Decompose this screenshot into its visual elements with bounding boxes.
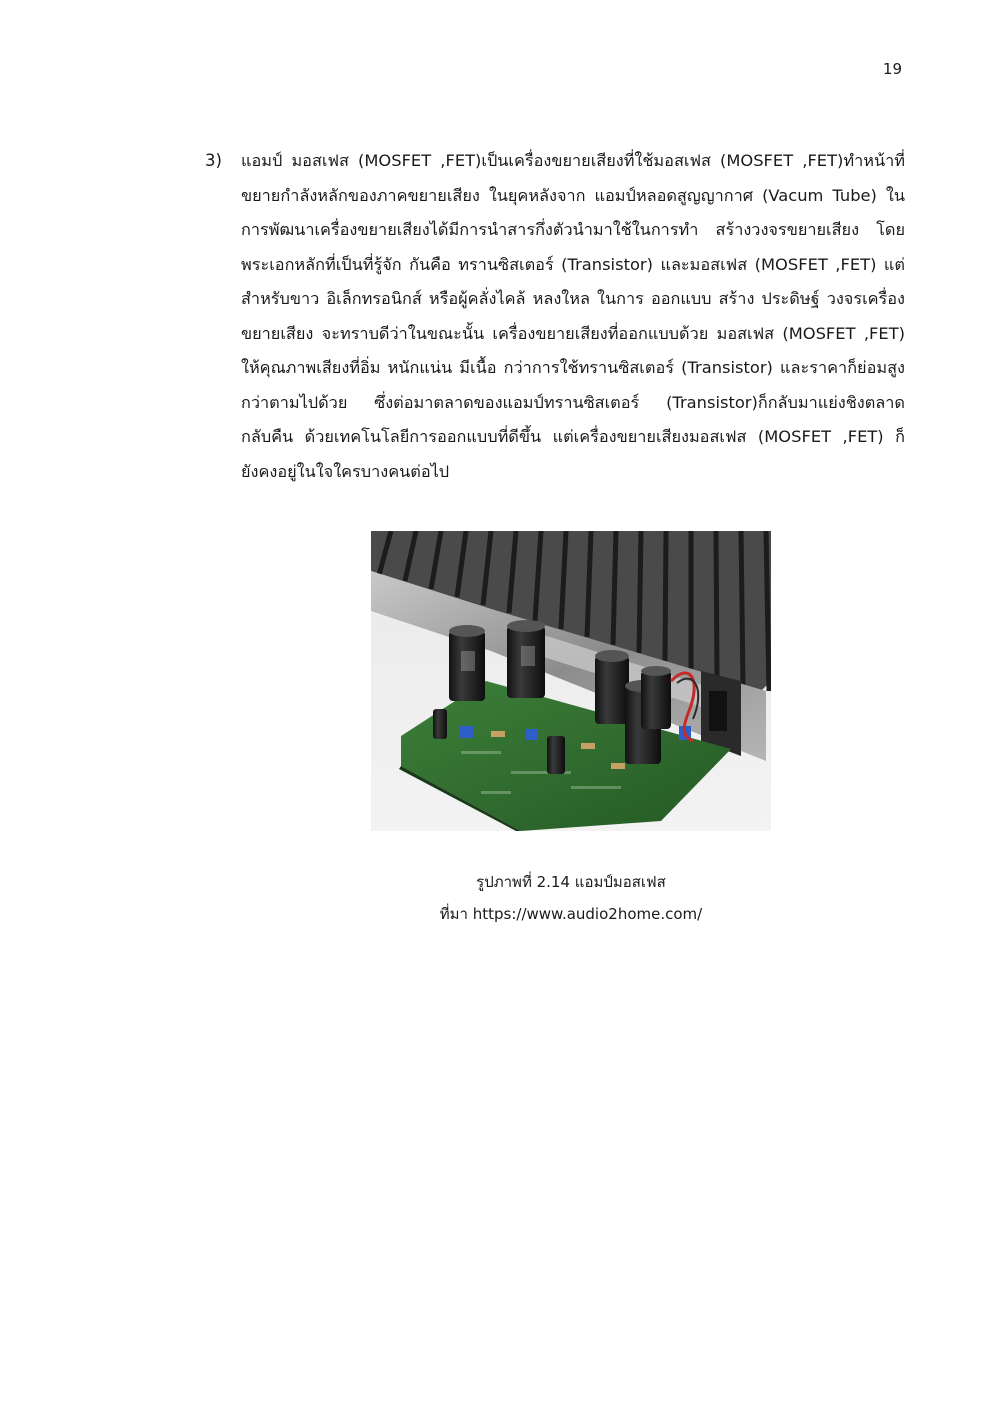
figure-caption <box>371 866 771 930</box>
paragraph-line: ยังคงอยู่ในใจใครบางคนต่อไป <box>241 461 450 481</box>
paragraph-line: กลับคืน ด้วยเทคโนโลยีการออกแบบที่ดีขึ้น แต่เครื่องขยายเสียงมอสเฟส (MOSFET ,FET) ก็ <box>241 427 905 446</box>
paragraph-line: ให้คุณภาพเสียงที่อิ่ม หนักแน่น มีเนื้อ กว่าการใช้ทรานซิสเตอร์ (Transistor) และราคาก็ย่อมสูง <box>241 358 905 377</box>
paragraph-line: พระเอกหลักที่เป็นที่รู้จัก กันคือ ทรานซิสเตอร์ (Transistor) และมอสเฟส (MOSFET ,FET) แต่ <box>241 254 905 274</box>
page-number: 19 <box>882 60 902 78</box>
paragraph-line: การพัฒนาเครื่องขยายเสียงได้มีการนำสารกึ่งตัวนำมาใช้ในการทำ สร้างวงจรขยายเสียง โดย <box>241 220 905 239</box>
paragraph <box>241 144 905 489</box>
paragraph-line: สำหรับขาว อิเล็กทรอนิกส์ หรือผู้คลั่งไคล้ หลงใหล ในการ ออกแบบ สร้าง ประดิษฐ์ วงจรเครื่อง <box>241 289 905 308</box>
paragraph-line: ขยายกำลังหลักของภาคขยายเสียง ในยุคหลังจาก แอมป์หลอดสูญญากาศ (Vacum Tube) ใน <box>241 185 905 205</box>
paragraph-line: แอมป์ มอสเฟส (MOSFET ,FET)เป็นเครื่องขยายเสียงที่ใช้มอสเฟส (MOSFET ,FET)ทำหน้าที่ <box>241 151 905 170</box>
paragraph-line: ขยายเสียง จะทราบดีว่าในขณะนั้น เครื่องขยายเสียงที่ออกแบบด้วย มอสเฟส (MOSFET ,FET) <box>241 323 905 343</box>
caption-source: ที่มา https://www.audio2home.com/ <box>439 905 703 923</box>
list-marker: 3) <box>205 151 222 170</box>
paragraph-line: กว่าตามไปด้วย ซึ่งต่อมาตลาดของแอมป์ทรานซิสเตอร์ (Transistor)ก็กลับมาแย่งชิงตลาด <box>241 392 905 412</box>
caption-title: รูปภาพที่ 2.14 แอมป์มอสเฟส <box>476 873 666 891</box>
amplifier-photo <box>371 531 771 831</box>
